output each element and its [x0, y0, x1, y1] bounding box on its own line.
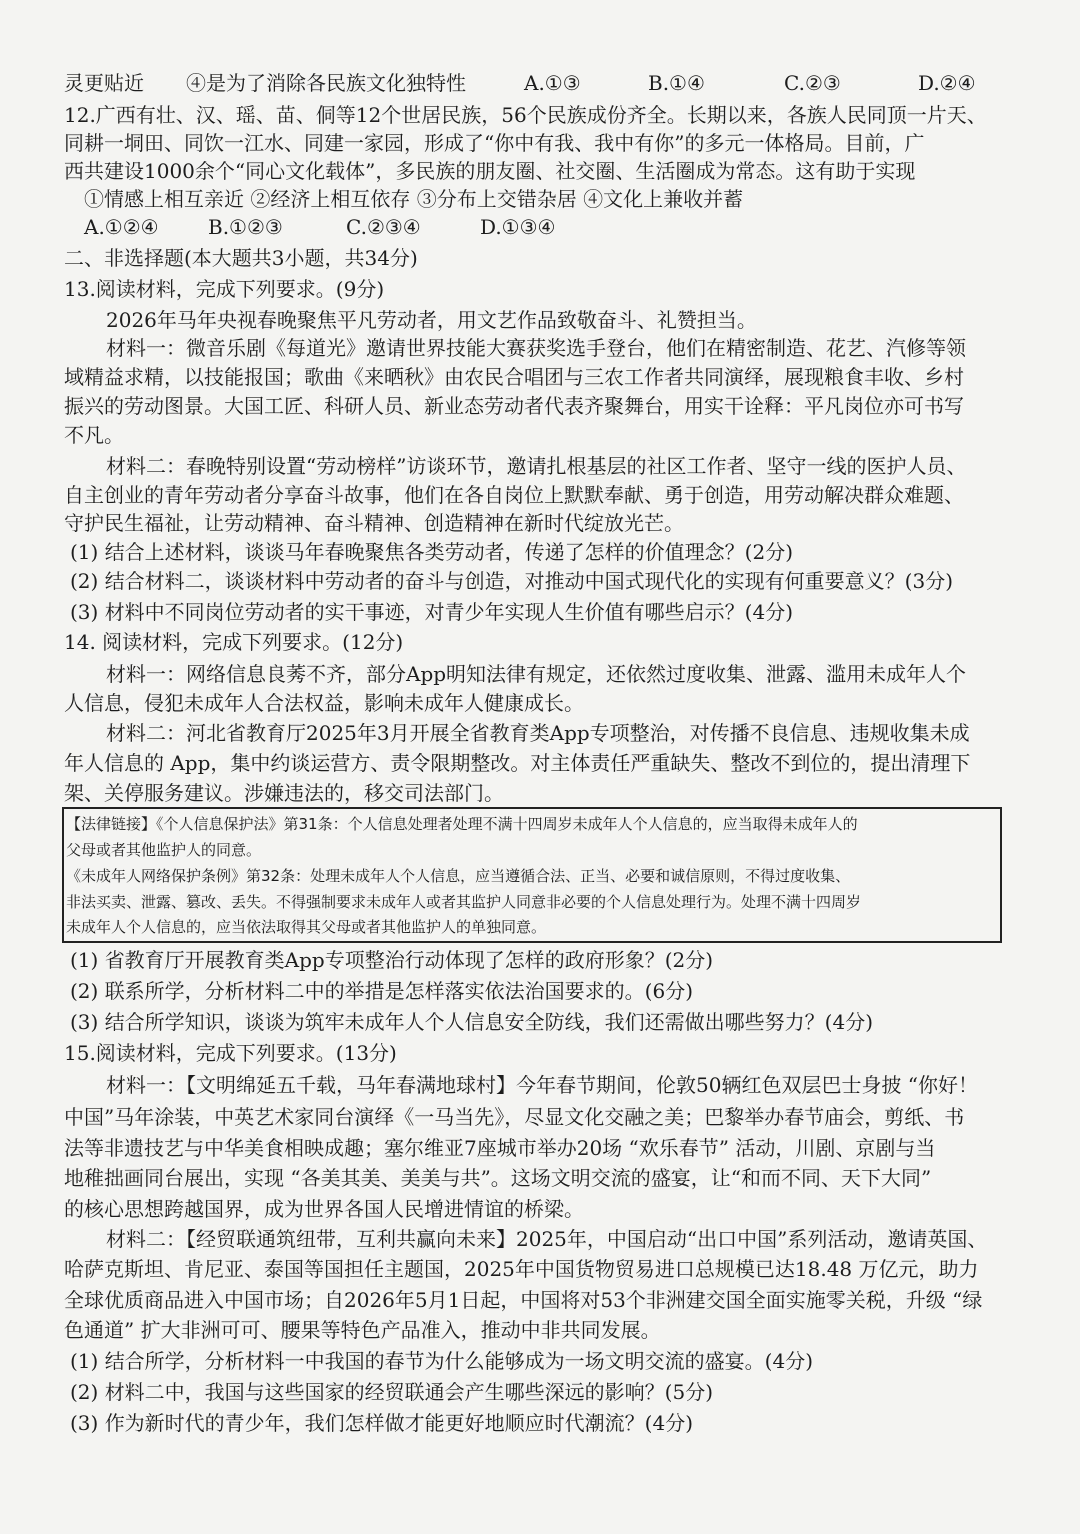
q11-option-a: A.①③ [524, 71, 581, 95]
q15-question-2: (2) 材料二中，我国与这些国家的经贸联通会产生哪些深远的影响？(5分) [70, 1380, 714, 1404]
q13-title: 13.阅读材料，完成下列要求。(9分) [64, 277, 385, 301]
q11-tail-text: 灵更贴近 [64, 71, 144, 95]
q14-material-2: 架、关停服务建议。涉嫌违法的，移交司法部门。 [64, 781, 504, 805]
q11-option-c: C.②③ [784, 71, 841, 95]
q13-material-2: 材料二：春晚特别设置“劳动榜样”访谈环节，邀请扎根基层的社区工作者、坚守一线的医护人员、 [106, 454, 967, 478]
q14-question-1: (1) 省教育厅开展教育类App专项整治行动体现了怎样的政府形象？(2分) [70, 948, 714, 972]
q12-option-d: D.①③④ [480, 215, 556, 239]
q13-question-1: (1) 结合上述材料，谈谈马年春晚聚焦各类劳动者，传递了怎样的价值理念？(2分) [70, 540, 794, 564]
q11-option-d: D.②④ [918, 71, 976, 95]
q15-material-2: 色通道” 扩大非洲可可、腰果等特色产品准入，推动中非共同发展。 [64, 1318, 661, 1342]
q12-option-c: C.②③④ [346, 215, 421, 239]
q12-option-a: A.①②④ [84, 215, 159, 239]
q15-material-1: 的核心思想跨越国界，成为世界各国人民增进情谊的桥梁。 [64, 1197, 584, 1221]
q14-question-3: (3) 结合所学知识，谈谈为筑牢未成年人个人信息安全防线，我们还需做出哪些努力？(4分) [70, 1010, 874, 1034]
q14-material-1: 人信息，侵犯未成年人合法权益，影响未成年人健康成长。 [64, 691, 584, 715]
q15-question-3: (3) 作为新时代的青少年，我们怎样做才能更好地顺应时代潮流？(4分) [70, 1411, 694, 1435]
q13-intro: 2026年马年央视春晚聚焦平凡劳动者，用文艺作品致敬奋斗、礼赞担当。 [106, 308, 757, 332]
q13-material-2: 守护民生福祉，让劳动精神、奋斗精神、创造精神在新时代绽放光芒。 [64, 511, 684, 535]
q11-item-4: ④是为了消除各民族文化独特性 [186, 71, 466, 95]
q14-question-2: (2) 联系所学，分析材料二中的举措是怎样落实依法治国要求的。(6分) [70, 979, 694, 1003]
q12-items: ①情感上相互亲近 ②经济上相互依存 ③分布上交错杂居 ④文化上兼收并蓄 [84, 187, 744, 211]
law-link-line: 《未成年人网络保护条例》第32条：处理未成年人个人信息，应当遵循合法、正当、必要和诚信原则，不得过度收集、 [66, 867, 851, 885]
q15-material-1: 地稚拙画同台展出，实现 “各美其美、美美与共”。这场文明交流的盛宴，让“和而不同、天下大同” [64, 1166, 932, 1190]
q11-option-b: B.①④ [648, 71, 705, 95]
q12-line: 西共建设1000余个“同心文化载体”，多民族的朋友圈、社交圈、生活圈成为常态。这有助于实现 [64, 159, 916, 183]
q13-material-1: 不凡。 [64, 423, 124, 447]
section-heading: 二、非选择题(本大题共3小题，共34分) [64, 246, 418, 270]
q15-material-2: 材料二：【经贸联通筑纽带，互利共赢向未来】2025年，中国启动“出口中国”系列活动，邀请英国、 [106, 1227, 988, 1251]
q14-material-2: 材料二：河北省教育厅2025年3月开展全省教育类App专项整治，对传播不良信息、违规收集未成 [106, 721, 970, 745]
q14-material-2: 年人信息的 App，集中约谈运营方、责令限期整改。对主体责任严重缺失、整改不到位的，提出清理下 [64, 751, 971, 775]
q15-material-1: 法等非遗技艺与中华美食相映成趣；塞尔维亚7座城市举办20场 “欢乐春节” 活动，川剧、京剧与当 [64, 1136, 936, 1160]
q13-question-3: (3) 材料中不同岗位劳动者的实干事迹，对青少年实现人生价值有哪些启示？(4分) [70, 600, 794, 624]
q15-material-2: 全球优质商品进入中国市场；自2026年5月1日起，中国将对53个非洲建交国全面实施零关税，升级 “绿 [64, 1288, 983, 1312]
q15-material-1: 中国”马年涂装，中英艺术家同台演绎《一马当先》，尽显文化交融之美；巴黎举办春节庙会，剪纸、书 [64, 1105, 965, 1129]
q12-line: 同耕一垌田、同饮一江水、同建一家园，形成了“你中有我、我中有你”的多元一体格局。目前，广 [64, 131, 925, 155]
q13-material-1: 振兴的劳动图景。大国工匠、科研人员、新业态劳动者代表齐聚舞台，用实干诠释：平凡岗位亦可书写 [64, 394, 964, 418]
q14-material-1: 材料一：网络信息良莠不齐，部分App明知法律有规定，还依然过度收集、泄露、滥用未成年人个 [106, 662, 967, 686]
q15-question-1: (1) 结合所学，分析材料一中我国的春节为什么能够成为一场文明交流的盛宴。(4分) [70, 1349, 814, 1373]
law-link-line: 未成年人个人信息的，应当依法取得其父母或者其他监护人的单独同意。 [66, 918, 547, 936]
q15-material-2: 哈萨克斯坦、肯尼亚、泰国等国担任主题国，2025年中国货物贸易进口总规模已达18.48 万亿元，助力 [64, 1257, 979, 1281]
law-link-line: 父母或者其他监护人的同意。 [66, 841, 262, 859]
q12-option-b: B.①②③ [208, 215, 283, 239]
q13-material-2: 自主创业的青年劳动者分享奋斗故事，他们在各自岗位上默默奉献、勇于创造，用劳动解决群众难题、 [64, 483, 964, 507]
q12-line: 12.广西有壮、汉、瑶、苗、侗等12个世居民族，56个民族成份齐全。长期以来，各族人民同顶一片天、 [64, 103, 987, 127]
q15-title: 15.阅读材料，完成下列要求。(13分) [64, 1041, 397, 1065]
q14-title: 14. 阅读材料，完成下列要求。(12分) [64, 630, 404, 654]
q13-material-1: 材料一：微音乐剧《每道光》邀请世界技能大赛获奖选手登台，他们在精密制造、花艺、汽修等领 [106, 336, 966, 360]
law-link-line: 非法买卖、泄露、篡改、丢失。不得强制要求未成年人或者其监护人同意非必要的个人信息处理行为。处理不满十四周岁 [66, 893, 862, 911]
law-link-line: 【法律链接】《个人信息保护法》第31条：个人信息处理者处理不满十四周岁未成年人个人信息的，应当取得未成年人的 [66, 815, 858, 833]
q13-material-1: 域精益求精，以技能报国；歌曲《来晒秋》由农民合唱团与三农工作者共同演绎，展现粮食丰收、乡村 [64, 365, 964, 389]
q13-question-2: (2) 结合材料二，谈谈材料中劳动者的奋斗与创造，对推动中国式现代化的实现有何重要意义？(3分) [70, 569, 954, 593]
q15-material-1: 材料一：【文明绵延五千载，马年春满地球村】今年春节期间，伦敦50辆红色双层巴士身披 “你好！ [106, 1073, 979, 1097]
